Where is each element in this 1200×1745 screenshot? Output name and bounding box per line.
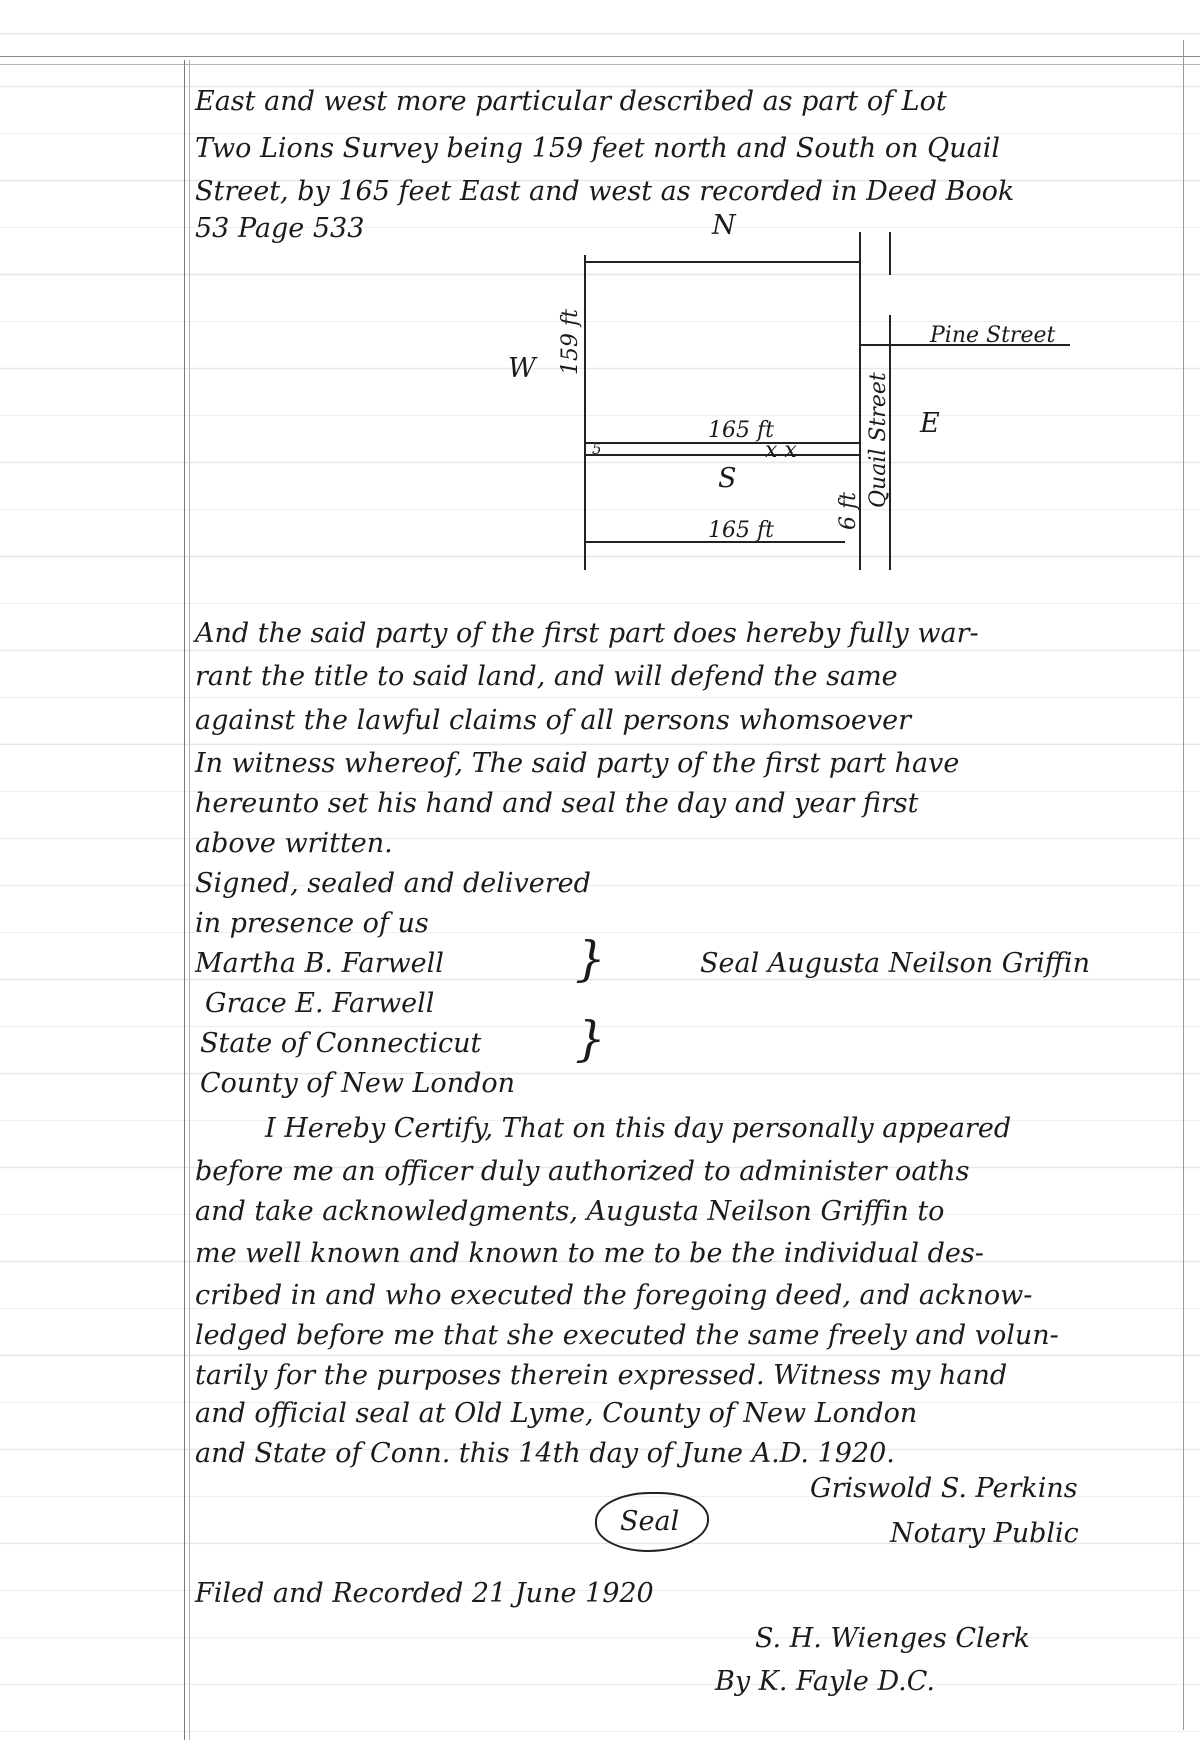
deed-line-1: East and west more particular described as part of Lot: [195, 86, 947, 117]
ack-line-3: and take acknowledgments, Augusta Neilson Griffin to: [195, 1196, 945, 1227]
quail-street-label: Quail Street: [866, 372, 891, 508]
left-margin-rule-secondary: [189, 60, 190, 1740]
filed-recorded: Filed and Recorded 21 June 1920: [195, 1578, 654, 1609]
warranty-line-1: And the said party of the first part does hereby fully war-: [195, 618, 979, 649]
ack-line-5: cribed in and who executed the foregoing deed, and acknow-: [195, 1280, 1033, 1311]
dimension-5: 5: [592, 440, 602, 458]
venue-brace: }: [575, 1011, 606, 1067]
warranty-line-4: In witness whereof, The said party of the first part have: [195, 748, 960, 779]
dimension-xx: x x: [765, 438, 797, 463]
venue-state: State of Connecticut: [200, 1028, 482, 1059]
warranty-line-5: hereunto set his hand and seal the day and year first: [195, 788, 919, 819]
witness-2: Grace E. Farwell: [205, 988, 435, 1019]
deed-line-2: Two Lions Survey being 159 feet north and South on Quail: [195, 133, 1000, 164]
dimension-159-ft: 159 ft: [558, 309, 583, 375]
ack-line-1: I Hereby Certify, That on this day personally appeared: [265, 1113, 1012, 1144]
dimension-6-ft: 6 ft: [836, 492, 861, 530]
right-margin-rule: [1183, 40, 1184, 1730]
ack-line-9: and State of Conn. this 14th day of June A.D. 1920.: [195, 1438, 895, 1469]
grantor-signature: Seal Augusta Neilson Griffin: [700, 948, 1090, 979]
pine-street-label: Pine Street: [930, 323, 1056, 348]
clerk-signature: S. H. Wienges Clerk: [755, 1623, 1030, 1654]
signed-sealed-delivered: Signed, sealed and delivered: [195, 868, 591, 899]
left-margin-rule: [184, 60, 185, 1740]
ack-line-7: tarily for the purposes therein expressed. Witness my hand: [195, 1360, 1008, 1391]
deed-line-4: 53 Page 533: [195, 213, 365, 244]
ack-line-8: and official seal at Old Lyme, County of New London: [195, 1398, 918, 1429]
in-presence-of-us: in presence of us: [195, 908, 429, 939]
notary-name: Griswold S. Perkins: [810, 1473, 1078, 1504]
ack-line-2: before me an officer duly authorized to administer oaths: [195, 1156, 970, 1187]
warranty-line-2: rant the title to said land, and will defend the same: [195, 661, 898, 692]
ack-line-4: me well known and known to me to be the individual des-: [195, 1238, 984, 1269]
deed-line-3: Street, by 165 feet East and west as recorded in Deed Book: [195, 176, 1015, 207]
east-label: E: [920, 408, 940, 439]
south-label: S: [718, 463, 737, 494]
ack-line-6: ledged before me that she executed the same freely and volun-: [195, 1320, 1059, 1351]
warranty-line-6: above written.: [195, 828, 393, 859]
notary-seal: Seal: [620, 1506, 680, 1537]
venue-county: County of New London: [200, 1068, 516, 1099]
warranty-line-3: against the lawful claims of all persons whomsoever: [195, 705, 912, 736]
north-label: N: [712, 210, 736, 241]
deputy-clerk-signature: By K. Fayle D.C.: [715, 1666, 936, 1697]
witness-1: Martha B. Farwell: [195, 948, 444, 979]
dimension-165-ft-top: 165 ft: [708, 418, 774, 443]
west-label: W: [508, 353, 536, 384]
dimension-165-ft-bottom: 165 ft: [708, 518, 774, 543]
notary-title: Notary Public: [890, 1518, 1079, 1549]
header-rule: [0, 56, 1200, 57]
witness-brace: }: [575, 931, 606, 987]
header-rule-secondary: [0, 64, 1200, 65]
